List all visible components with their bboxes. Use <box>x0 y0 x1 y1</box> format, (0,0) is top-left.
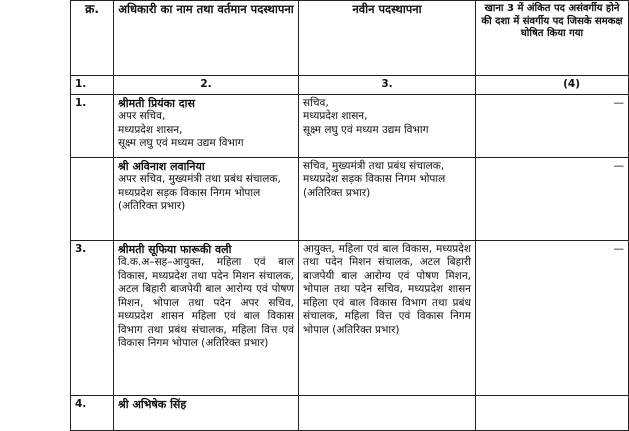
current-posting-line: अपर सचिव, <box>118 110 166 122</box>
current-posting-line: अपर सचिव, मुख्यमंत्री तथा प्रबंध संचालक, मध्यप्रदेश सड़क विकास निगम भोपाल (अतिरिक्त प्रभार) <box>118 173 281 212</box>
current-posting-line: वि.क.अ–सह–आयुक्त, महिला एवं बाल विकास, मध्यप्रदेश तथा पदेन मिशन संचालक, अटल बिहारी बाजपेयी बाल आरोग्य एवं पोषण मिशन, भोपाल तथा पदेन अपर सचिव, मध्यप्रदेश शासन महिला एवं बाल विकास विभाग तथा प्रबंध संचालक, महिला वित्त एवं विकास निगम भोपाल (अतिरिक्त प्रभार) <box>118 256 294 349</box>
serial-number: 3. <box>71 240 114 395</box>
serial-number: 4. <box>71 395 114 430</box>
serial-number <box>71 157 114 240</box>
officer-cell <box>114 395 299 430</box>
header-equivalent-cadre-post: खाना 3 में अंकित पद असंवर्गीय होने की दशा में संवर्गीय पद जिसके समकक्ष घोषित किया गया <box>476 1 629 76</box>
column-number: 2. <box>114 76 299 95</box>
table-row <box>71 157 629 240</box>
new-posting-line: मध्यप्रदेश शासन, <box>303 110 368 122</box>
new-posting-cell <box>299 94 476 157</box>
table-row <box>71 395 629 430</box>
officer-cell <box>114 157 299 240</box>
officer-name: श्रीमती प्रियंका दास <box>118 96 195 110</box>
new-posting-line: सचिव, <box>303 96 329 109</box>
new-posting-line: सचिव, मुख्यमंत्री तथा प्रबंध संचालक, मध्यप्रदेश सड़क विकास निगम भोपाल (अतिरिक्त प्रभार) <box>303 159 446 199</box>
officer-cell <box>114 94 299 157</box>
equivalent-post: — <box>476 240 629 395</box>
current-posting-line: मध्यप्रदेश शासन, <box>118 123 183 136</box>
column-number: (4) <box>476 76 629 95</box>
new-posting-cell <box>299 240 476 395</box>
table-row <box>71 240 629 395</box>
header-serial: क्र. <box>71 1 114 76</box>
table-row <box>71 94 629 157</box>
column-number-row <box>71 76 629 95</box>
new-posting-line: सूक्ष्म लघु एवं मध्यम उद्यम विभाग <box>303 123 429 136</box>
header-row <box>71 1 629 76</box>
officer-name: श्री अविनाश लवानिया <box>118 159 205 173</box>
equivalent-post: — <box>476 157 629 240</box>
officer-name: श्री अभिषेक सिंह <box>118 397 187 411</box>
column-number: 3. <box>299 76 476 95</box>
column-number: 1. <box>71 76 114 95</box>
officer-name: श्रीमती सूफिया फारूकी वली <box>118 242 232 256</box>
serial-number: 1. <box>71 94 114 157</box>
equivalent-post: — <box>476 94 629 157</box>
officer-cell <box>114 240 299 395</box>
new-posting-cell <box>299 157 476 240</box>
new-posting-cell <box>299 395 476 430</box>
header-officer-current-posting: अधिकारी का नाम तथा वर्तमान पदस्थापना <box>114 1 299 76</box>
new-posting-line: आयुक्त, महिला एवं बाल विकास, मध्यप्रदेश तथा पदेन मिशन संचालक, अटल बिहारी बाजपेयी बाल आरोग्य एवं पोषण मिशन, भोपाल तथा पदेन सचिव, मध्यप्रदेश शासन महिला एवं बाल विकास विभाग तथा प्रबंध संचालक, महिला वित्त एवं विकास निगम भोपाल (अतिरिक्त प्रभार) <box>303 242 471 336</box>
header-new-posting: नवीन पदस्थापना <box>299 1 476 76</box>
current-posting-line: सूक्ष्म लघु एवं मध्यम उद्यम विभाग <box>118 137 244 149</box>
posting-table <box>70 0 629 431</box>
equivalent-post <box>476 395 629 430</box>
